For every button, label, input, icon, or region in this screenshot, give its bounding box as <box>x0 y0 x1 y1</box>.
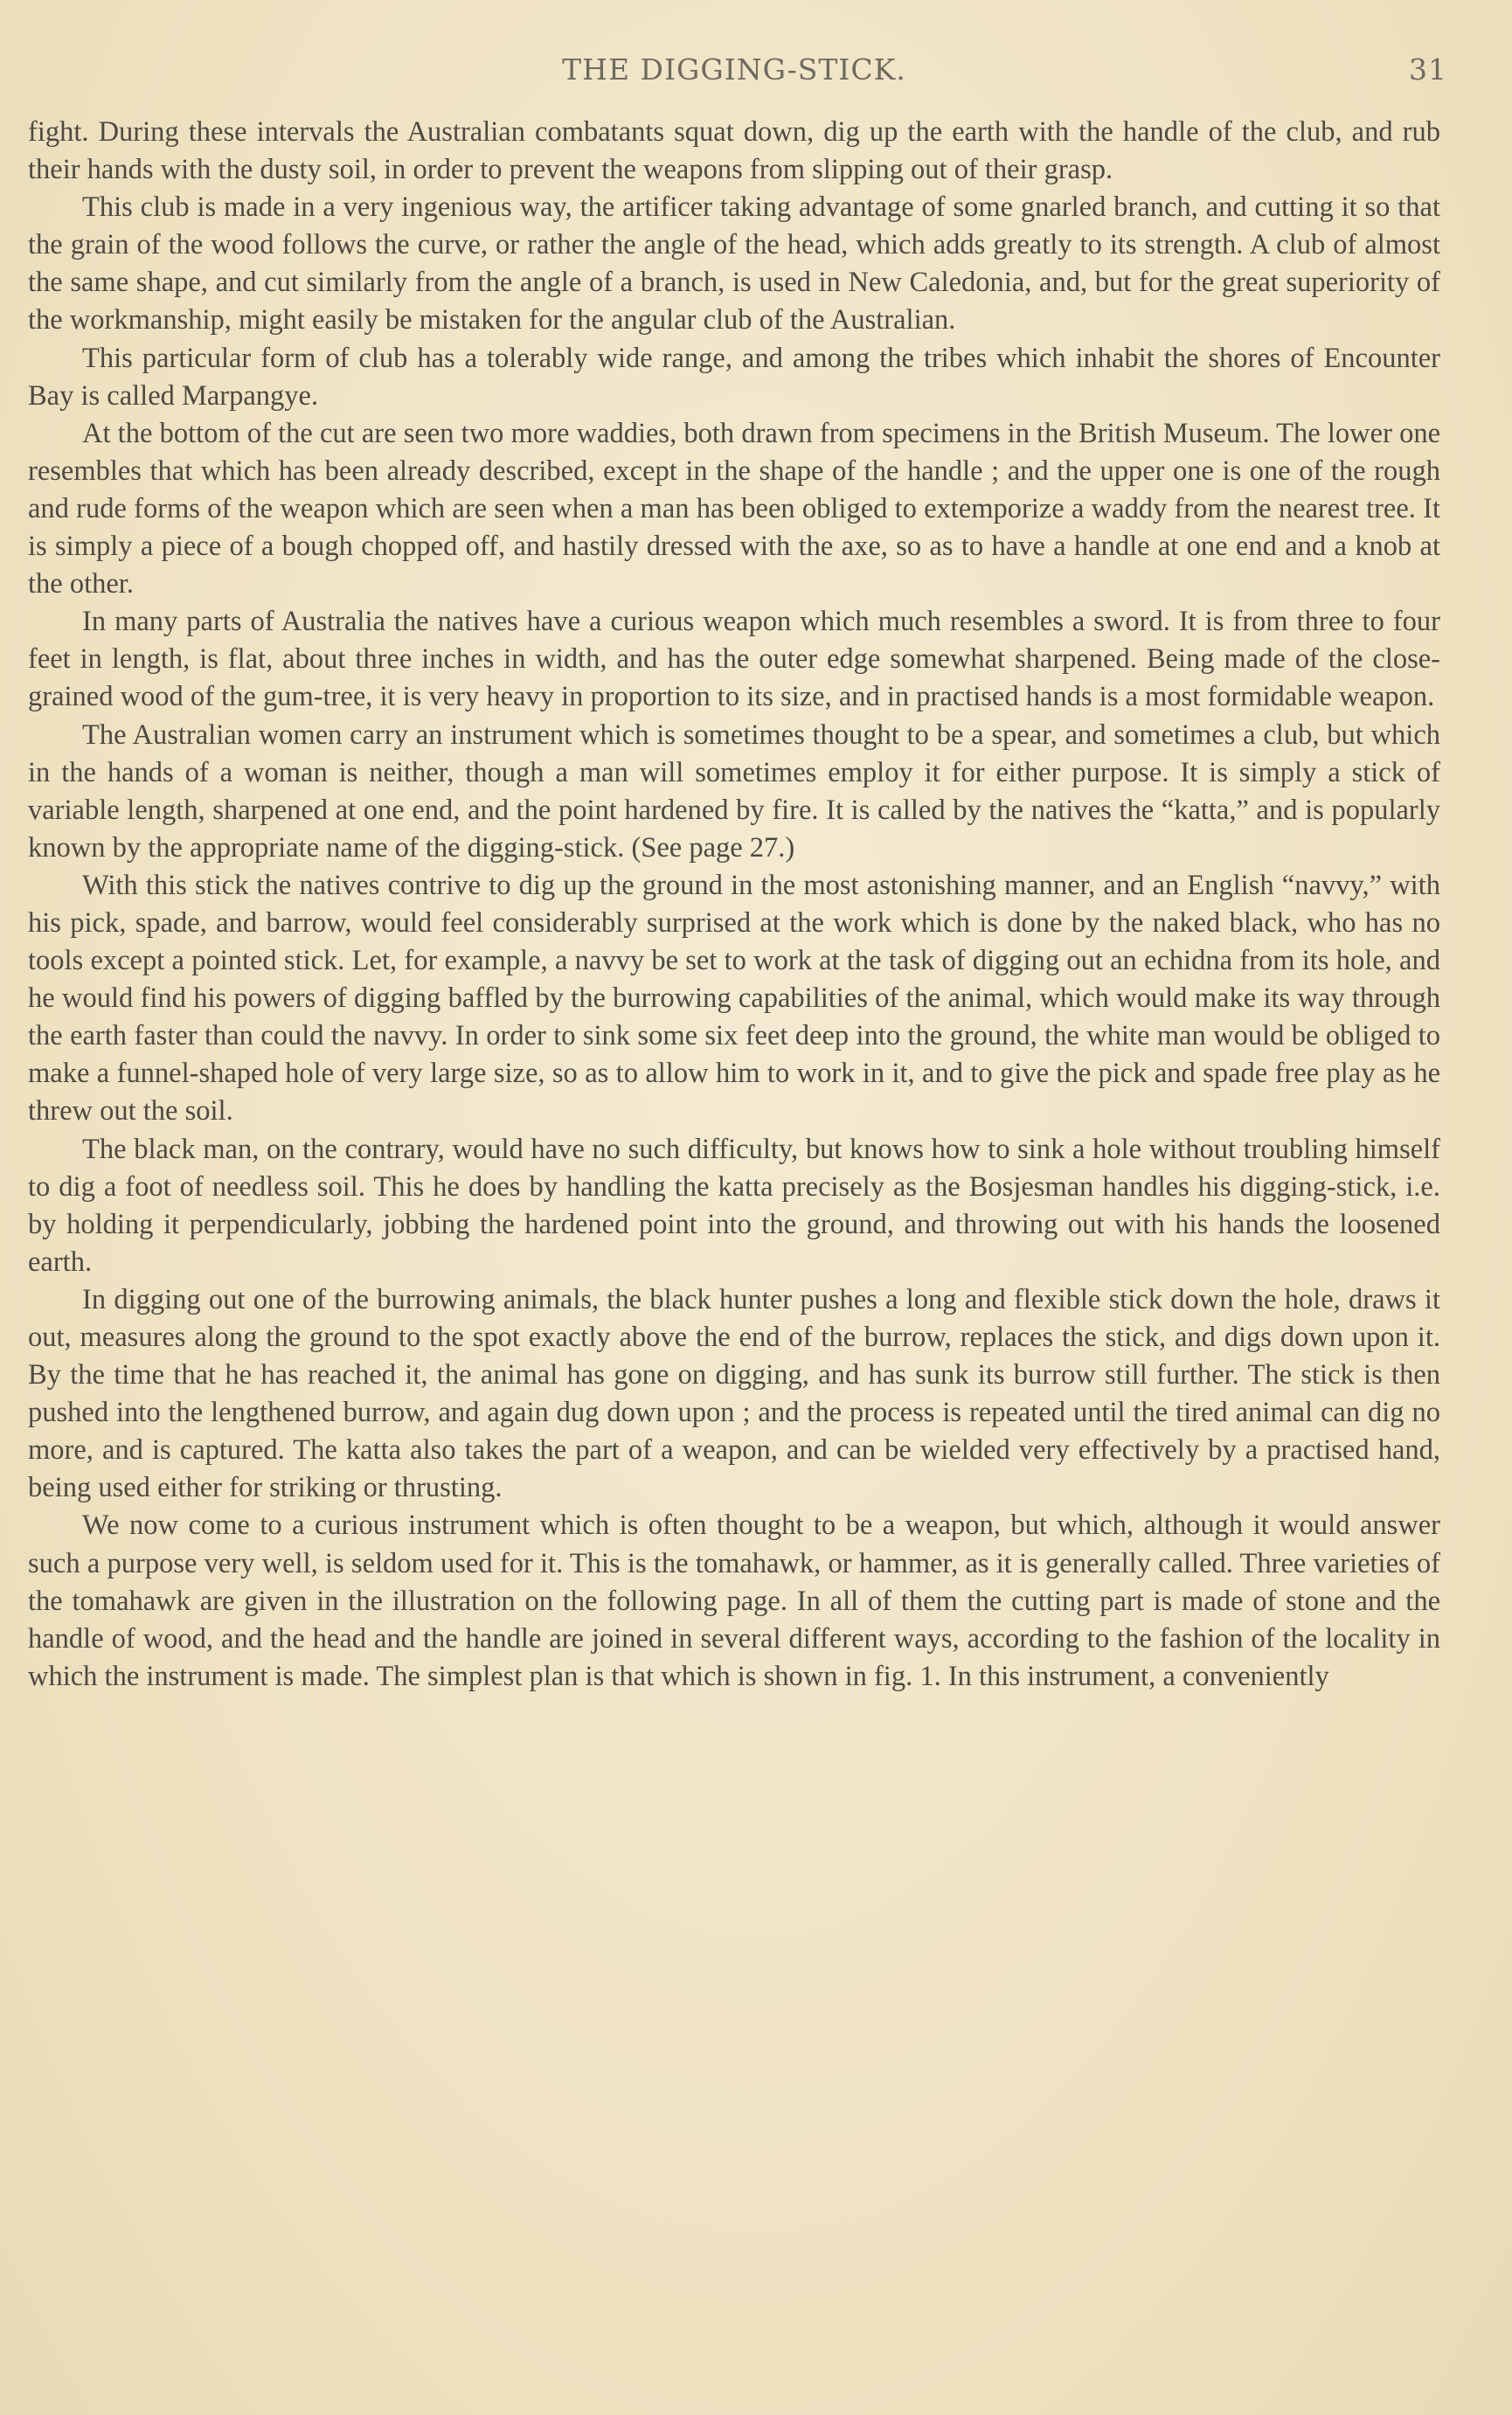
paragraph-9: In digging out one of the burrowing animals, the black hunter pushes a long and flexible stick down the hole, draws it out, measures along the ground to the spot exactly above the end of the burrow, replaces the stick, and digs down upon it. By the time that he has reached it, the animal has gone on digging, and has sunk its burrow still further. The stick is then pushed into the lengthened burrow, and again dug down upon ; and the process is repeated until the tired animal can dig no more, and is captured. The katta also takes the part of a weapon, and can be wielded very effectively by a practised hand, being used either for striking or thrusting. <box>28 1283 1440 1504</box>
page-number: 31 <box>1409 52 1447 87</box>
running-title: THE DIGGING-STICK. <box>562 52 906 87</box>
paragraph-3: This particular form of club has a tolerably wide range, and among the tribes which inhabit the shores of Encounter Bay is called Marpangye. <box>28 342 1440 412</box>
paragraph-1: fight. During these intervals the Australian combatants squat down, dig up the earth with the handle of the club, and rub their hands with the dusty soil, in order to prevent the weapons from slipping out of their grasp. <box>28 116 1440 186</box>
paragraph-4: At the bottom of the cut are seen two more waddies, both drawn from specimens in the British Museum. The lower one resembles that which has been already described, except in the shape of the handle ; and the upper one is one of the rough and rude forms of the weapon which are seen when a man has been obliged to extemporize a waddy from the nearest tree. It is simply a piece of a bough chopped off, and hastily dressed with the axe, so as to have a handle at one end and a knob at the other. <box>28 417 1440 600</box>
paragraph-8: The black man, on the contrary, would have no such difficulty, but knows how to sink a hole without troubling himself to dig a foot of needless soil. This he does by handling the katta precisely as the Bosjesman handles his digging-stick, i.e. by holding it perpendicularly, jobbing the hardened point into the ground, and throwing out with his hands the loosened earth. <box>28 1133 1440 1278</box>
paragraph-7: With this stick the natives contrive to dig up the ground in the most astonishing manner, and an English “navvy,” with his pick, spade, and barrow, would feel considerably surprised at the work which is done by the naked black, who has no tools except a pointed stick. Let, for example, a navvy be set to work at the task of digging out an echidna from its hole, and he would find his powers of digging baffled by the burrowing capabilities of the animal, which would make its way through the earth faster than could the navvy. In order to sink some six feet deep into the ground, the white man would be obliged to make a funnel-shaped hole of very large size, so as to allow him to work in it, and to give the pick and spade free play as he threw out the soil. <box>28 869 1440 1128</box>
book-page <box>28 45 1447 1696</box>
paragraph-6: The Australian women carry an instrument which is sometimes thought to be a spear, and sometimes a club, but which in the hands of a woman is neither, though a man will sometimes employ it for either purpose. It is simply a stick of variable length, sharpened at one end, and the point hardened by fire. It is called by the natives the “katta,” and is popularly known by the appropriate name of the digging-stick. (See page 27.) <box>28 718 1440 864</box>
running-head <box>28 45 1447 91</box>
paragraph-2: This club is made in a very ingenious way, the artificer taking advantage of some gnarled branch, and cutting it so that the grain of the wood follows the curve, or rather the angle of the head, which adds greatly to its strength. A club of almost the same shape, and cut similarly from the angle of a branch, is used in New Caledonia, and, but for the great superiority of the workmanship, might easily be mistaken for the angular club of the Australian. <box>28 191 1440 337</box>
paragraph-5: In many parts of Australia the natives have a curious weapon which much resembles a sword. It is from three to four feet in length, is flat, about three inches in width, and has the outer edge somewhat sharpened. Being made of the close-grained wood of the gum-tree, it is very heavy in proportion to its size, and in practised hands is a most formidable weapon. <box>28 606 1440 713</box>
paragraph-10: We now come to a curious instrument which is often thought to be a weapon, but which, although it would answer such a purpose very well, is seldom used for it. This is the tomahawk, or hammer, as it is generally called. Three varieties of the tomahawk are given in the illustration on the following page. In all of them the cutting part is made of stone and the handle of wood, and the head and the handle are joined in several different ways, according to the fashion of the locality in which the instrument is made. The simplest plan is that which is shown in fig. 1. In this instrument, a conveniently <box>28 1509 1440 1692</box>
body-text <box>28 114 1440 1696</box>
